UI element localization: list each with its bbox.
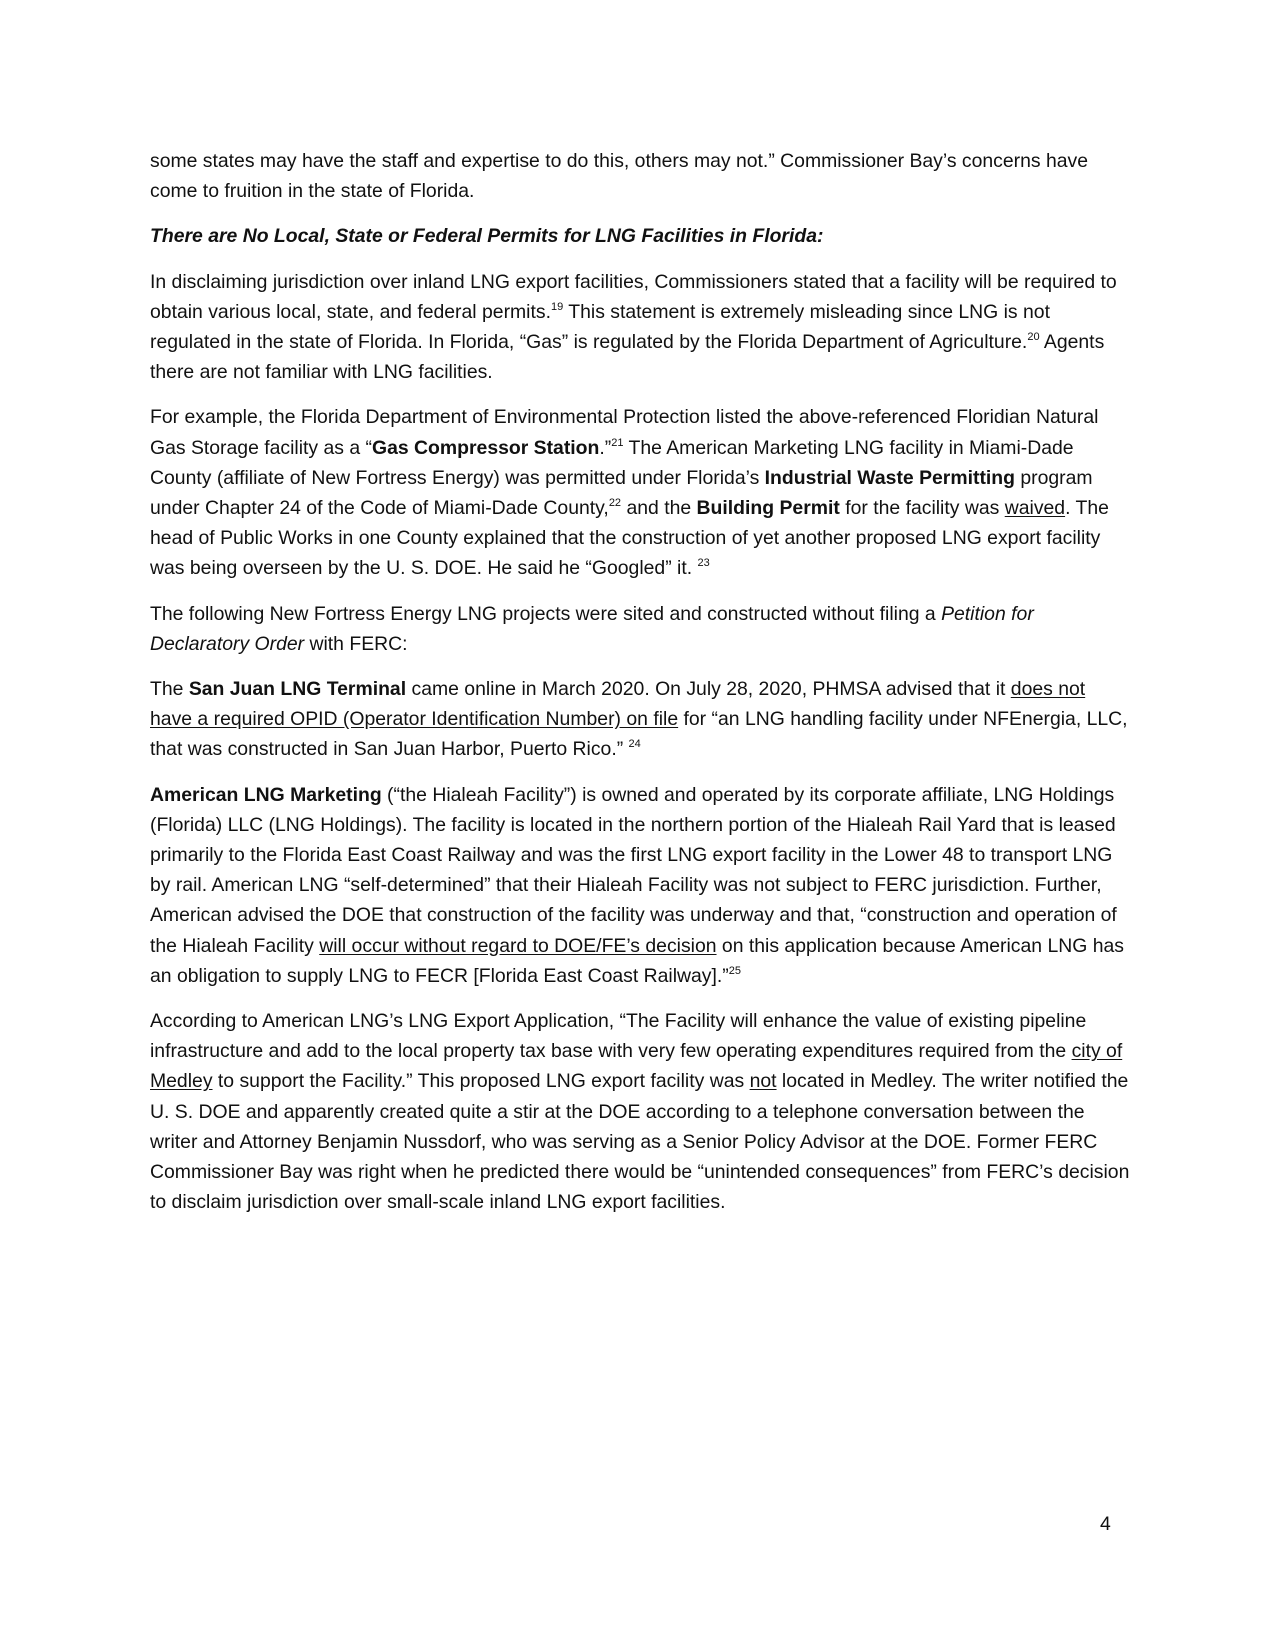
text: for “an LNG handling facility under NFEnergia, LLC, that was constructed in San Juan Harbor, Puerto Rico.” [150, 708, 1128, 761]
paragraph-san-juan-terminal [150, 674, 1130, 765]
paragraph-new-fortress-projects [150, 599, 1130, 659]
paragraph-export-application [150, 1006, 1130, 1217]
text: According to American LNG’s LNG Export Application, “The Facility will enhance the value of existing pipeline infrastructure and add to the local property tax base with very few operating expenditures required from the [150, 1010, 1087, 1063]
page-number: 4 [1100, 1513, 1111, 1535]
footnote-ref-20[interactable]: 20 [1027, 331, 1040, 344]
underlined-without-regard: will occur without regard to DOE/FE’s decision [319, 934, 717, 957]
underlined-city-of-medley: city of Medley [150, 1040, 1123, 1093]
text: This statement is extremely misleading since LNG is not regulated in the state of Florida. In Florida, “Gas” is regulated by the Florida Department of Agriculture. [150, 300, 1050, 354]
paragraph-examples [150, 402, 1130, 583]
footnote-ref-21[interactable]: 21 [611, 436, 624, 449]
text: The American Marketing LNG facility in Miami-Dade County (affiliate of New Fortress Energy) was permitted under Florida’s [150, 436, 1074, 489]
text: Agents there are not familiar with LNG facilities. [150, 331, 1105, 384]
bold-american-lng-marketing: American LNG Marketing [150, 783, 382, 806]
text: located in Medley. The writer notified the U. S. DOE and apparently created quite a stir at the DOE according to a telephone conversation between the writer and Attorney Benjamin Nussdorf, who was serving as a Senior Policy Advisor at the DOE. Former FERC Commissioner Bay was right when he predicted there would be “unintended consequences” from FERC’s decision to disclaim jurisdiction over small-scale inland LNG export facilities. [150, 1070, 1130, 1214]
text: program under Chapter 24 of the Code of Miami-Dade County, [150, 466, 1093, 520]
underlined-no-opid: does not have a required OPID (Operator Identification Number) on file [150, 678, 1086, 731]
text: For example, the Florida Department of Environmental Protection listed the above-referenced Floridian Natural Gas Storage facility as a “ [150, 406, 1099, 459]
text: some states may have the staff and expertise to do this, others may not.” Commissioner Bay’s concerns have come to fruition in the state of Florida. [150, 150, 1089, 203]
text: to support the Facility.” This proposed LNG export facility was [212, 1070, 750, 1093]
text: In disclaiming jurisdiction over inland LNG export facilities, Commissioners stated that a facility will be required to obtain various local, state, and federal permits. [150, 270, 1117, 323]
text: came online in March 2020. On July 28, 2020, PHMSA advised that it [406, 678, 1011, 701]
text: .” [599, 436, 612, 459]
heading-text: There are No Local, State or Federal Permits for LNG Facilities in Florida: [150, 225, 824, 248]
bold-gas-compressor-station: Gas Compressor Station [372, 436, 600, 459]
paragraph-commissioner-bay-concerns [150, 146, 1130, 206]
underlined-not: not [749, 1070, 777, 1093]
paragraph-american-lng-marketing [150, 780, 1130, 991]
footnote-ref-25[interactable]: 25 [728, 964, 741, 977]
text: with FERC: [304, 632, 408, 655]
text: on this application because American LNG has an obligation to supply LNG to FECR [Florida East Coast Railway].” [150, 934, 1124, 987]
text: The [150, 678, 189, 701]
paragraph-permits [150, 267, 1130, 388]
text: and the [621, 497, 697, 520]
footnote-ref-23[interactable]: 23 [697, 557, 710, 570]
text: . The head of Public Works in one County explained that the construction of yet another proposed LNG export facility was being overseen by the U. S. DOE. He said he “Googled” it. [150, 497, 1109, 580]
text: The following New Fortress Energy LNG projects were sited and constructed without filing a [150, 602, 942, 625]
footnote-ref-19[interactable]: 19 [550, 300, 564, 313]
footnote-ref-24[interactable]: 24 [628, 738, 641, 751]
text: for the facility was [839, 497, 1005, 520]
bold-industrial-waste-permitting: Industrial Waste Permitting [764, 466, 1015, 489]
footnote-ref-22[interactable]: 22 [608, 497, 622, 510]
underlined-waived: waived [1004, 497, 1066, 520]
text: (“the Hialeah Facility”) is owned and operated by its corporate affiliate, LNG Holdings (Florida) LLC (LNG Holdings). The facility is located in the northern portion of the Hialeah Rail Yard that is leased primarily to the Florida East Coast Railway and was the first LNG export facility in the Lower 48 to transport LNG by rail. American LNG “self-determined” that their Hialeah Facility was not subject to FERC jurisdiction. Further, American advised the DOE that construction of the facility was underway and that, “construction and operation of the Hialeah Facility [150, 783, 1117, 957]
bold-san-juan-lng-terminal: San Juan LNG Terminal [188, 678, 407, 701]
document-body [150, 146, 1130, 1233]
italic-petition-for-declaratory-order: Petition for Declaratory Order [150, 602, 1034, 655]
section-heading [150, 221, 1130, 251]
bold-building-permit: Building Permit [696, 497, 840, 520]
